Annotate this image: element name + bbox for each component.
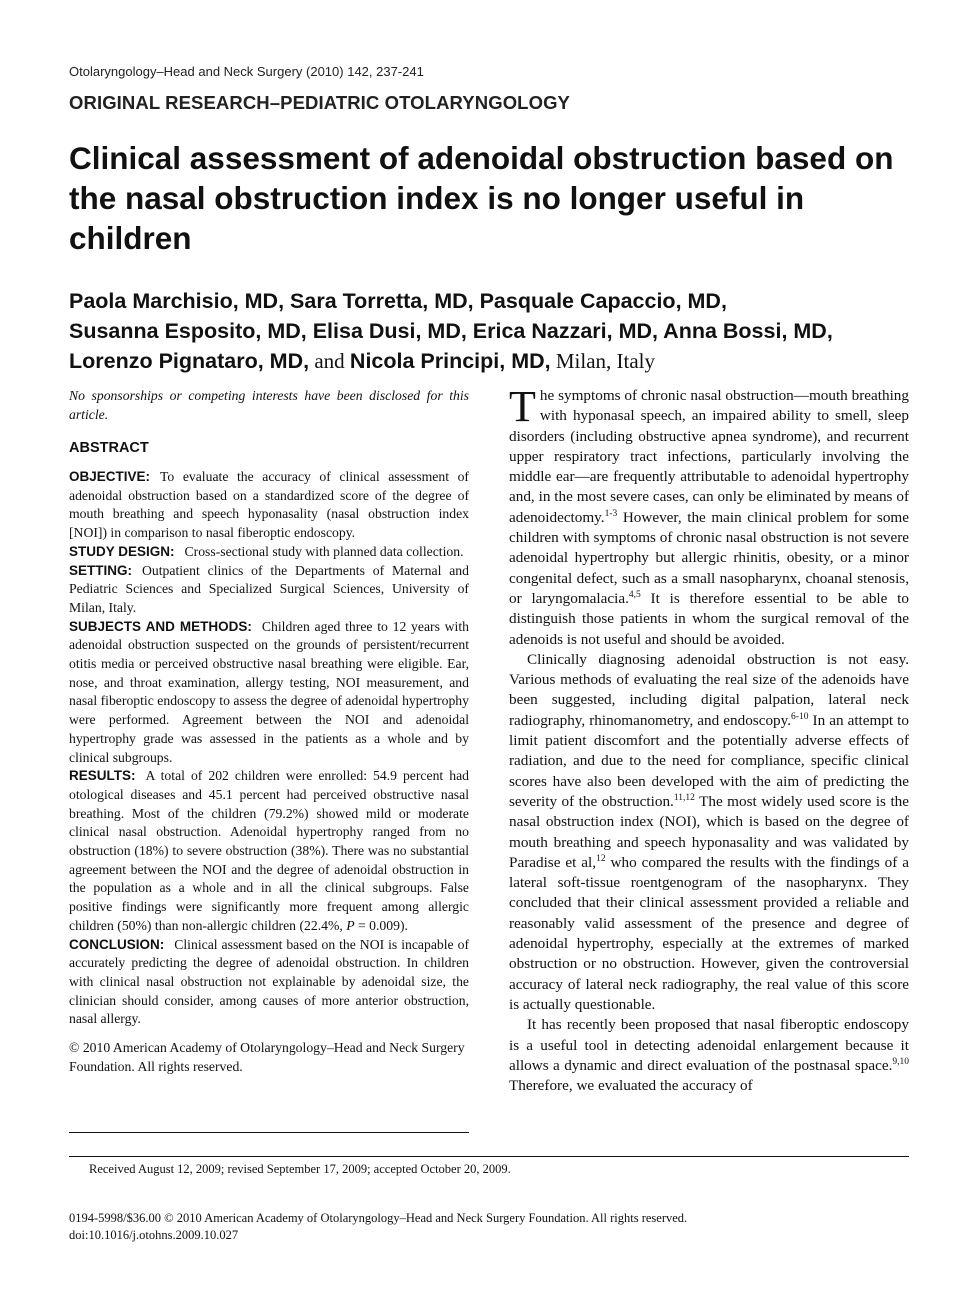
- author-line-2: Susanna Esposito, MD, Elisa Dusi, MD, Erica Nazzari, MD, Anna Bossi, MD,: [69, 319, 833, 343]
- abstract-results: [69, 767, 469, 935]
- objective-label: OBJECTIVE:: [69, 469, 151, 484]
- setting-label: SETTING:: [69, 562, 132, 578]
- author-list: [69, 286, 939, 376]
- ref-link[interactable]: 12: [596, 853, 606, 864]
- ref-link[interactable]: 11,12: [673, 792, 695, 803]
- abstract-column: [69, 386, 469, 1077]
- results-p-symbol: P: [346, 917, 355, 933]
- ref-link[interactable]: 9,10: [892, 1056, 909, 1067]
- abstract-setting: [69, 562, 469, 618]
- issn-line: 0194-5998/$36.00 © 2010 American Academy of Otolaryngology–Head and Neck Surgery Foundation. All rights reserved.: [69, 1211, 688, 1225]
- abstract-copyright: © 2010 American Academy of Otolaryngology–Head and Neck Surgery Foundation. All rights reserved.: [69, 1040, 465, 1074]
- design-label: STUDY DESIGN:: [69, 543, 175, 559]
- p1-text-b: However, the main clinical problem for some children with symptoms of chronic nasal obstruction is not severe adenoidal hypertrophy but allergic rhinitis, obesity, or a minor congenital defect, such as a small nasopharynx, choanal stenosis, or laryngomalacia.: [509, 508, 909, 607]
- article-title: Clinical assessment of adenoidal obstruction based on the nasal obstruction index is no longer useful in children: [69, 140, 894, 256]
- p2-text-b: In an attempt to limit patient discomfort and the potentially adverse effects of radiation, and due to the need for compliance, specific clinical scores have also been developed with the aim of predicting the severity of the obstruction.: [509, 711, 909, 810]
- results-label: RESULTS:: [69, 768, 136, 784]
- footer-divider: [69, 1156, 909, 1157]
- p1-text-c: It is therefore essential to be able to distinguish those patients in whom the surgical removal of the adenoids is not useful and should be avoided.: [509, 589, 909, 648]
- p3-text-b: Therefore, we evaluated the accuracy of: [509, 1077, 753, 1095]
- abstract-objective: [69, 468, 469, 543]
- abstract-methods: [69, 618, 469, 768]
- doi-link[interactable]: doi:10.1016/j.otohns.2009.10.027: [69, 1228, 239, 1242]
- author-line-3a: Lorenzo Pignataro, MD,: [69, 349, 310, 373]
- section-label: ORIGINAL RESEARCH–PEDIATRIC OTOLARYNGOLOGY: [69, 92, 570, 113]
- disclosure-note: No sponsorships or competing interests have been disclosed for this article.: [69, 388, 469, 422]
- author-and: and: [309, 349, 350, 373]
- p2-text-c: The most widely used score is the nasal obstruction index (NOI), which is based on the degree of mouth breathing and speech hyponasality and was validated by Paradise et al,: [509, 792, 910, 871]
- results-text-end: = 0.009).: [354, 917, 408, 933]
- methods-label: SUBJECTS AND METHODS:: [69, 618, 252, 634]
- abstract-heading: ABSTRACT: [69, 440, 149, 456]
- body-column: [509, 382, 910, 1096]
- footer-info: [69, 1210, 687, 1244]
- abstract-design: [69, 543, 469, 562]
- p2-text-d: who compared the results with the findings of a lateral soft-tissue roentgenogram of the nasopharynx. They concluded that their clinical assessment provided a reliable and reasonably valid assessment of the presence and degree of adenoidal hypertrophy, especially at the extremes of marked obstruction or no obstruction. However, given the controversial accuracy of lateral neck radiography, the real value of this score is actually questionable.: [509, 853, 910, 1013]
- body-paragraph-1: [509, 382, 909, 650]
- ref-link[interactable]: 6-10: [791, 711, 809, 722]
- author-location: Milan, Italy: [550, 349, 656, 373]
- ref-link[interactable]: 4,5: [628, 589, 641, 600]
- body-paragraph-2: [509, 650, 909, 1015]
- author-line-1: Paola Marchisio, MD, Sara Torretta, MD, Pasquale Capaccio, MD,: [69, 289, 727, 313]
- methods-text: Children aged three to 12 years with adenoidal obstruction suspected on the grounds of persistent/recurrent otitis media or perceived obstructive nasal breathing were eligible. Ear, nose, and throat examination, allergy testing, NOI measurement, and nasal fiberoptic endoscopy to assess the degree of adenoidal hypertrophy were performed. Agreement between the NOI and adenoidal hypertrophy grade was assessed in the patients as a whole and by clinical subgroups.: [69, 618, 469, 765]
- drop-cap: T: [509, 382, 536, 431]
- setting-text: Outpatient clinics of the Departments of Maternal and Pediatric Sciences and Specialized Surgical Sciences, University of Milan, Italy.: [69, 562, 469, 615]
- p2-text-a: Clinically diagnosing adenoidal obstruction is not easy. Various methods of evaluating the real size of the adenoids have been suggested, including digital palpation, lateral neck radiography, rhinomanometry, and endoscopy.: [509, 650, 909, 729]
- conclusion-label: CONCLUSION:: [69, 936, 165, 952]
- body-paragraph-3: [509, 1015, 909, 1096]
- design-text: Cross-sectional study with planned data collection.: [184, 543, 464, 559]
- author-line-3b: Nicola Principi, MD,: [349, 349, 551, 373]
- abstract-divider: [69, 1132, 469, 1133]
- results-text: A total of 202 children were enrolled: 54.9 percent had otological diseases and 45.1 percent had perceived obstructive nasal breathing. Most of the children (79.2%) showed mild or moderate clinical nasal obstruction. Adenoidal hypertrophy ranged from no obstruction (18%) to severe obstruction (38%). There was no substantial agreement between the NOI and the degree of adenoidal obstruction in the population as a whole and in all the clinical subgroups. False positive findings were significantly more frequent among allergic children (50%) than non-allergic children (22.4%,: [69, 768, 469, 933]
- journal-citation: Otolaryngology–Head and Neck Surgery (2010) 142, 237-241: [69, 64, 424, 79]
- received-dates: Received August 12, 2009; revised September 17, 2009; accepted October 20, 2009.: [89, 1162, 511, 1176]
- p3-text-a: It has recently been proposed that nasal fiberoptic endoscopy is a useful tool in detecting adenoidal enlargement because it allows a dynamic and direct evaluation of the postnasal space.: [509, 1016, 909, 1074]
- objective-text: To evaluate the accuracy of clinical assessment of adenoidal obstruction based on a standardized score of the degree of mouth breathing and speech hyponasality (nasal obstruction index [NOI]) in comparison to nasal fiberoptic endoscopy.: [69, 469, 469, 541]
- conclusion-text: Clinical assessment based on the NOI is incapable of accurately predicting the degree of adenoidal obstruction. In children with clinical nasal obstruction not explainable by adenoidal size, the clinician should consider, among causes of more anterior obstruction, nasal allergy.: [69, 936, 469, 1027]
- p1-text-a: he symptoms of chronic nasal obstruction—mouth breathing with hyponasal speech, an impaired ability to smell, sleep disorders (including obstructive apnea syndrome), and recurrent upper respiratory tract infections, particularly involving the middle ear—are frequently attributable to adenoidal hypertrophy and, in the most severe cases, can only be eliminated by means of adenoidectomy.: [509, 387, 909, 526]
- ref-link[interactable]: 1-3: [604, 508, 618, 519]
- abstract-conclusion: [69, 936, 469, 1030]
